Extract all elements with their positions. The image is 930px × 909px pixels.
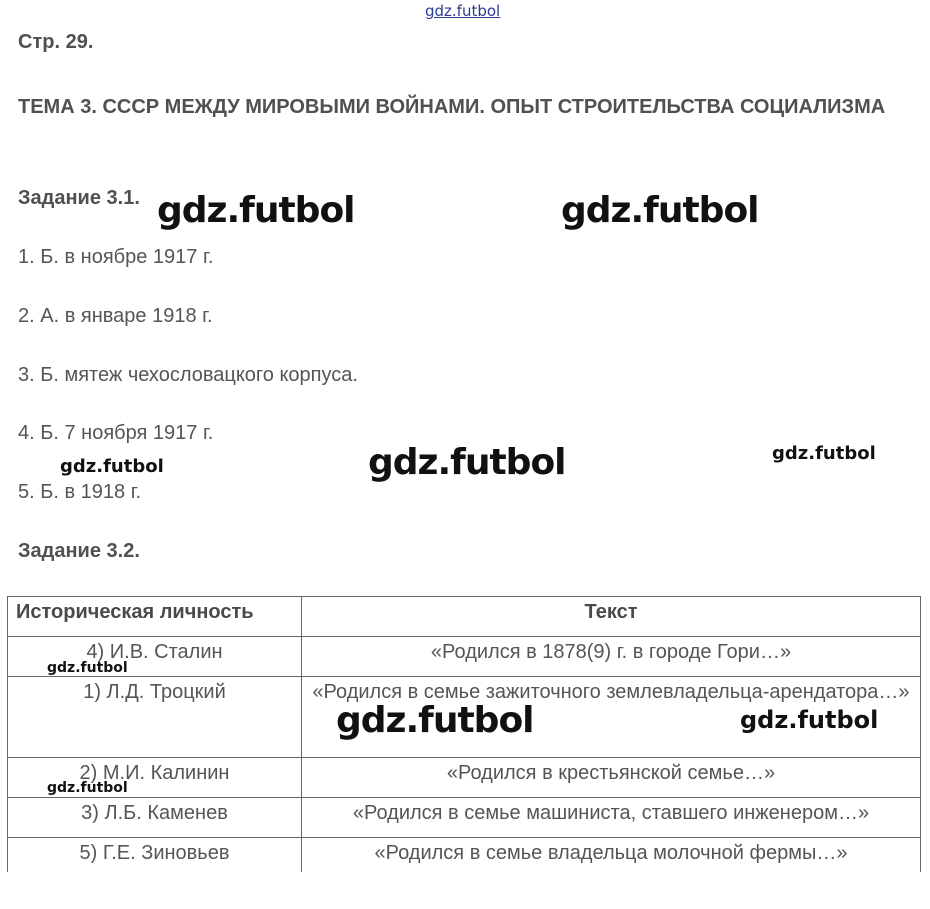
table-row — [8, 758, 921, 798]
text-cell: «Родился в семье владельца молочной фермы…» — [302, 838, 921, 878]
text-cell: «Родился в крестьянской семье…» — [302, 758, 921, 798]
table-row — [8, 798, 921, 838]
watermark: gdz.futbol — [47, 660, 128, 676]
watermark: gdz.futbol — [336, 700, 534, 741]
person-cell: 2) М.И. Калинин — [8, 758, 302, 798]
answer-1: 1. Б. в ноябре 1917 г. — [18, 246, 214, 268]
column-header-text: Текст — [302, 597, 921, 637]
answer-5: 5. Б. в 1918 г. — [18, 481, 142, 503]
watermark: gdz.futbol — [60, 456, 164, 477]
table-header-row — [8, 597, 921, 637]
text-cell: «Родился в семье машиниста, ставшего инженером…» — [302, 798, 921, 838]
person-cell: 1) Л.Д. Троцкий — [8, 677, 302, 758]
table-row — [8, 637, 921, 677]
watermark: gdz.futbol — [740, 706, 879, 734]
task-3-1-title: Задание 3.1. — [18, 187, 140, 209]
answer-2: 2. А. в январе 1918 г. — [18, 305, 213, 327]
page-label: Стр. 29. — [18, 31, 94, 53]
text-cell: «Родился в 1878(9) г. в городе Гори…» — [302, 637, 921, 677]
answer-4: 4. Б. 7 ноября 1917 г. — [18, 422, 214, 444]
watermark: gdz.futbol — [368, 442, 566, 483]
watermark: gdz.futbol — [561, 190, 759, 231]
column-header-person: Историческая личность — [8, 597, 302, 637]
task-3-2-title: Задание 3.2. — [18, 540, 140, 562]
page-bottom-mask — [0, 872, 930, 909]
person-cell: 5) Г.Е. Зиновьев — [8, 838, 302, 878]
text-cell: «Родился в семье зажиточного землевладельца-арендатора…» — [302, 677, 921, 758]
answer-3: 3. Б. мятеж чехословацкого корпуса. — [18, 364, 358, 386]
watermark: gdz.futbol — [157, 190, 355, 231]
watermark: gdz.futbol — [47, 780, 128, 796]
watermark: gdz.futbol — [772, 443, 876, 464]
topic-heading: ТЕМА 3. СССР МЕЖДУ МИРОВЫМИ ВОЙНАМИ. ОПЫТ СТРОИТЕЛЬСТВА СОЦИАЛИЗМА — [18, 96, 886, 118]
person-cell: 3) Л.Б. Каменев — [8, 798, 302, 838]
person-cell: 4) И.В. Сталин — [8, 637, 302, 677]
watermark-link[interactable]: gdz.futbol — [425, 2, 501, 20]
